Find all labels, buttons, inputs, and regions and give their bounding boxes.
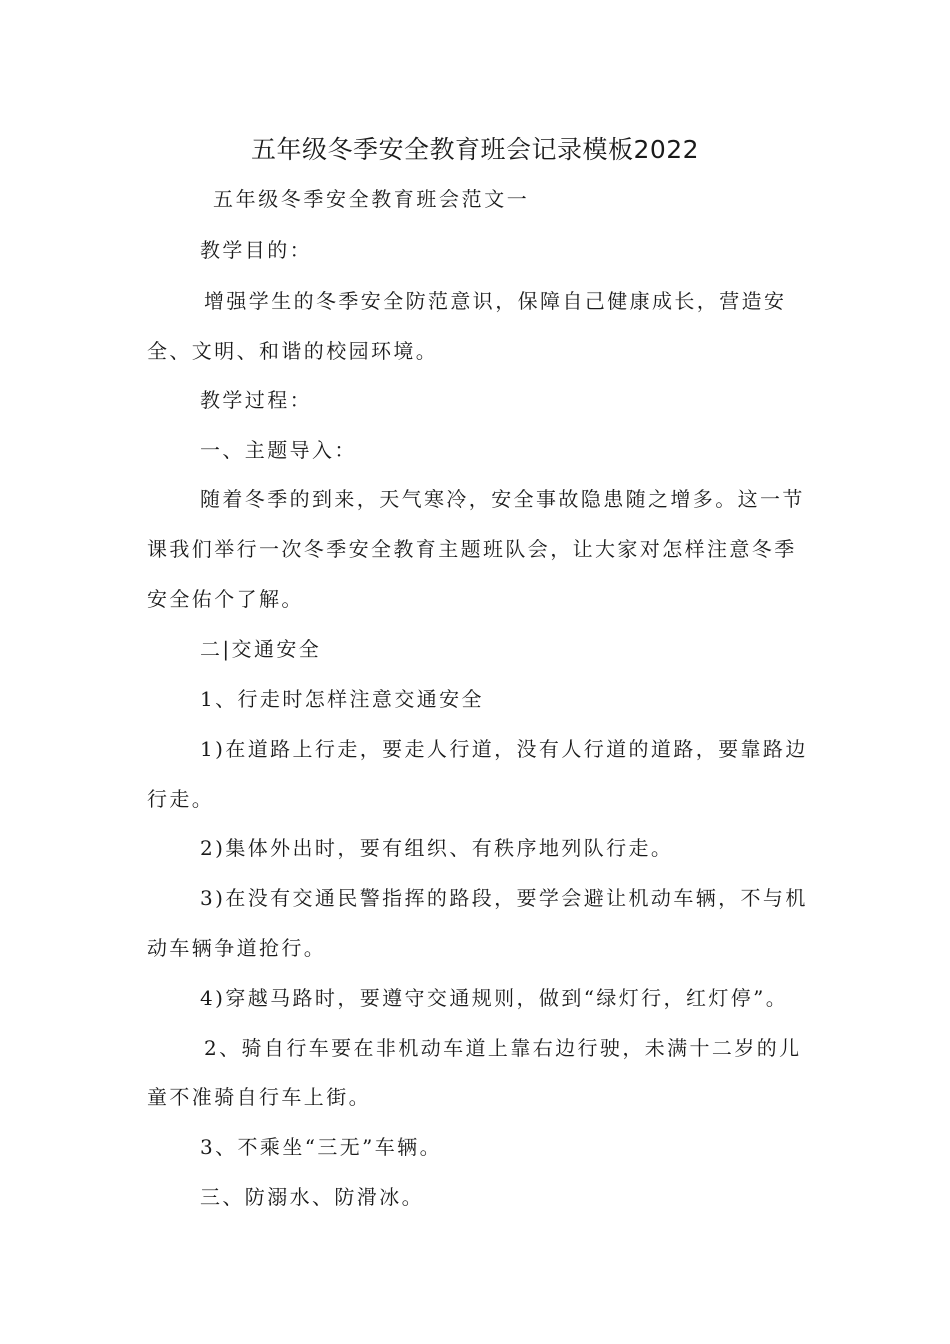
paragraph-line: 二|交通安全 xyxy=(200,637,322,661)
paragraph-line: 教学过程： xyxy=(200,388,312,412)
paragraph-line: 3、不乘坐“三无”车辆。 xyxy=(200,1135,442,1159)
section-subtitle: 五年级冬季安全教育班会范文一 xyxy=(213,187,530,211)
paragraph-line: 1、行走时怎样注意交通安全 xyxy=(200,687,484,711)
paragraph-line: 一、主题导入： xyxy=(200,438,357,462)
paragraph-line: 2)集体外出时，要有组织、有秩序地列队行走。 xyxy=(200,836,674,860)
paragraph-line: 全、文明、和谐的校园环境。 xyxy=(147,339,439,363)
document-title: 五年级冬季安全教育班会记录模板2022 xyxy=(250,135,700,164)
paragraph-line: 4)穿越马路时，要遵守交通规则，做到“绿灯行，红灯停”。 xyxy=(200,986,789,1010)
paragraph-line: 安全佑个了解。 xyxy=(147,587,304,611)
paragraph-line: 动车辆争道抢行。 xyxy=(147,936,327,960)
paragraph-line: 2、骑自行车要在非机动车道上靠右边行驶，未满十二岁的儿 xyxy=(204,1036,802,1060)
paragraph-line: 行走。 xyxy=(147,787,215,811)
paragraph-line: 增强学生的冬季安全防范意识，保障自己健康成长，营造安 xyxy=(204,289,787,313)
paragraph-line: 3)在没有交通民警指挥的路段，要学会避让机动车辆，不与机 xyxy=(200,886,808,910)
paragraph-line: 教学目的： xyxy=(200,238,312,262)
paragraph-line: 课我们举行一次冬季安全教育主题班队会，让大家对怎样注意冬季 xyxy=(147,537,797,561)
paragraph-line: 随着冬季的到来，天气寒冷，安全事故隐患随之增多。这一节 xyxy=(200,487,805,511)
paragraph-line: 1)在道路上行走，要走人行道，没有人行道的道路，要靠路边 xyxy=(200,737,808,761)
paragraph-line: 三、防溺水、防滑冰。 xyxy=(200,1185,424,1209)
paragraph-line: 童不准骑自行车上街。 xyxy=(147,1085,371,1109)
